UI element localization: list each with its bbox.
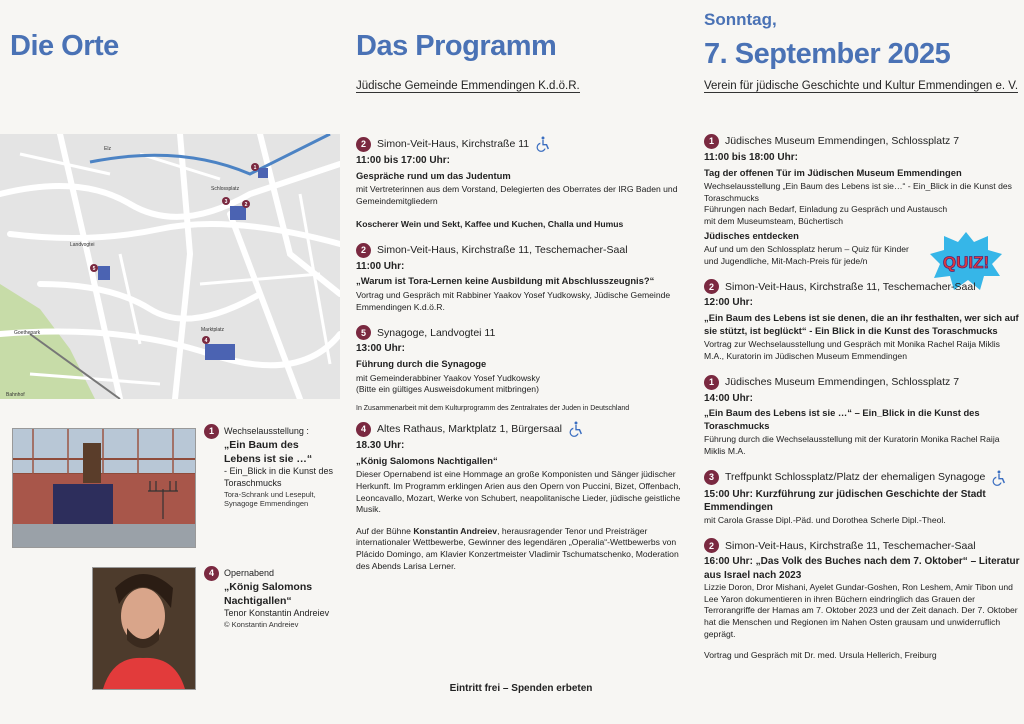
location-number: 2	[356, 137, 371, 152]
map-label-bahnhof: Bahnhof	[6, 392, 25, 398]
event-place: Simon-Veit-Haus, Kirchstraße 11, Teschemacher-Saal	[725, 280, 976, 293]
event-description: mit Carola Grasse Dipl.-Päd. und Dorothea Scherle Dipl.-Theol.	[704, 514, 946, 525]
performer-name: Konstantin Andreiev	[413, 525, 498, 536]
caption-credit: © Konstantin Andreiev	[224, 619, 299, 629]
event-time: 12:00 Uhr:	[704, 297, 753, 309]
map-label-schlossplatz: Schlossplatz	[211, 186, 240, 192]
event-description: Führung durch die Wechselausstellung mit der Kuratorin Monika Rachel Raija Miklis M.A.	[704, 434, 1000, 456]
cooperation-note: In Zusammenarbeit mit dem Kulturprogramm des Zentralrates der Juden in Deutschland	[356, 404, 630, 412]
event-2	[356, 243, 686, 313]
event-description: Dieser Opernabend ist eine Hommage an große Komponisten und Sänger jüdischer Herkunft. Im Programm erklingen Arien aus den Opern von Puccini, Bizet, Offenbach, Leoncavallo, Mozart, Werke von Schubert, neapolitanische Lieder, jüdische geistliche Musik.	[356, 469, 681, 515]
location-number: 3	[704, 470, 719, 485]
event-place: Simon-Veit-Haus, Kirchstraße 11, Teschemacher-Saal	[377, 244, 628, 257]
event-performers	[356, 526, 686, 572]
map-marker-5: 5	[92, 266, 96, 272]
performers-text-b: , herausragender Tenor und Preisträger internationaler Wettbewerbe, Gewinner des legendären „Operalia“-Wettbewerbs von Plácido Domingo, am Klavier Konzertmeister Vladimir Tschumatschenko, Moderation des Abends Larisa Lerner.	[356, 525, 679, 571]
tenor-caption	[204, 566, 334, 630]
map-label-landvogtei: Landvogtei	[70, 242, 95, 248]
event-description-2: Führungen nach Bedarf, Einladung zu Gespräch und Austausch mit dem Museumsteam, Büchertisch	[704, 204, 948, 226]
location-number: 1	[704, 375, 719, 390]
performers-text-a: Auf der Bühne	[356, 525, 414, 536]
event-4	[704, 470, 1020, 527]
event-title: „König Salomons Nachtigallen“	[356, 454, 498, 466]
caption-title: „König Salomons Nachtigallen“	[224, 581, 313, 607]
location-number: 4	[356, 422, 371, 437]
museum-events	[704, 134, 1020, 674]
event-description: Wechselausstellung „Ein Baum des Lebens ist sie…“ - Ein_Blick in die Kunst des Toraschmucks	[704, 181, 1012, 203]
town-map	[0, 134, 340, 399]
map-marker-4: 4	[204, 338, 208, 344]
caption-intro: Opernabend	[224, 567, 275, 578]
map-marker-1: 1	[253, 165, 257, 171]
event-speaker: Vortrag und Gespräch mit Dr. med. Ursula Hellerich, Freiburg	[704, 650, 937, 661]
places-title: Die Orte	[10, 30, 119, 62]
organizer-subtitle: Verein für jüdische Geschichte und Kultur Emmendingen e. V.	[704, 80, 1019, 92]
date-title: 7. September 2025	[704, 38, 951, 70]
event-1	[356, 136, 686, 231]
program-title: Das Programm	[356, 30, 557, 62]
location-number: 2	[704, 279, 719, 294]
left-column	[0, 0, 340, 724]
event-note-id: (Bitte ein gültiges Ausweisdokument mitbringen)	[356, 384, 539, 395]
program-subtitle: Jüdische Gemeinde Emmendingen K.d.ö.R.	[356, 80, 580, 92]
event-title: Gespräche rund um das Judentum	[356, 169, 511, 181]
event-description: mit Vertreterinnen aus dem Vorstand, Delegierten des Oberrates der IRG Baden und Gemeindemitgliedern	[356, 184, 678, 206]
event-title: „Warum ist Tora-Lernen keine Ausbildung mit Abschlusszeugnis?“	[356, 275, 655, 287]
quiz-label: QUIZ!	[942, 253, 990, 272]
caption-title: „Ein Baum des Lebens ist sie …“	[224, 439, 313, 465]
caption-subtitle: - Ein_Blick in die Kunst des Toraschmucks	[224, 466, 334, 488]
wheelchair-icon	[568, 421, 584, 437]
day-label: Sonntag,	[704, 10, 777, 29]
event-description: Vortrag zur Wechselausstellung und Gespräch mit Monika Rachel Raija Miklis M.A., Kuratorin im Jüdischen Museum Emmendingen	[704, 339, 1000, 361]
location-number: 2	[704, 538, 719, 553]
map-label-goethepark: Goethepark	[14, 330, 41, 336]
event-title: „Ein Baum des Lebens ist sie …“ – Ein_Blick in die Kunst des Toraschmucks	[704, 407, 980, 431]
location-number: 1	[704, 134, 719, 149]
right-column	[704, 0, 1020, 724]
map-marker-3: 3	[224, 199, 228, 205]
event-place: Altes Rathaus, Marktplatz 1, Bürgersaal	[377, 423, 563, 436]
event-time: 11:00 bis 18:00 Uhr:	[704, 152, 798, 163]
event-place: Jüdisches Museum Emmendingen, Schlossplatz 7	[725, 135, 960, 148]
middle-column	[356, 0, 686, 724]
wheelchair-icon	[535, 136, 551, 152]
event-title: Tag der offenen Tür im Jüdischen Museum Emmendingen	[704, 166, 962, 178]
program-events	[356, 136, 686, 584]
synagogue-caption	[204, 424, 334, 509]
caption-number: 1	[204, 424, 219, 439]
caption-credit: Tora-Schrank und Lesepult, Synagoge Emmendingen	[224, 489, 316, 509]
event-time: 11:00 Uhr:	[356, 260, 405, 272]
tenor-photo	[92, 567, 196, 690]
caption-number: 4	[204, 566, 219, 581]
location-number: 2	[356, 243, 371, 258]
event-time: 13:00 Uhr:	[356, 343, 405, 355]
event-2	[704, 279, 1020, 362]
event-description: Vortrag und Gespräch mit Rabbiner Yaakov Yosef Yudkowsky, Jüdische Gemeinde Emmendingen K.d.ö.R.	[356, 290, 671, 312]
map-label-marktplatz: Marktplatz	[201, 327, 225, 333]
map-marker-2: 2	[244, 202, 248, 208]
event-4	[356, 421, 686, 572]
event-place: Treffpunkt Schlossplatz/Platz der ehemaligen Synagoge	[725, 471, 986, 484]
event-description: Lizzie Doron, Dror Mishani, Ayelet Gundar-Goshen, Ron Leshem, Amir Tibon und Lee Yaron dokumentieren in ihren Büchern eindringlich das Grauen der Terrorangriffe der Hamas am 7. Oktober 2023 und der Zeit danach. Der 7. Oktober hat die Menschen und Regionen im Nahen Osten grausam und unwiderruflich geprägt.	[704, 582, 1018, 639]
event-time: 16:00 Uhr: „Das Volk des Buches nach dem 7. Oktober“ – Literatur aus Israel nach 2023	[704, 556, 1020, 581]
event-place: Synagoge, Landvogtei 11	[377, 326, 496, 339]
event-title: Führung durch die Synagoge	[356, 357, 487, 369]
event-place: Jüdisches Museum Emmendingen, Schlossplatz 7	[725, 375, 960, 388]
event-place: Simon-Veit-Haus, Kirchstraße 11	[377, 137, 530, 150]
map-label-elz: Elz	[104, 146, 111, 152]
synagogue-photo	[12, 428, 196, 548]
event-3	[704, 375, 1020, 458]
event-subtitle: Jüdisches entdecken	[704, 229, 799, 241]
event-1	[704, 134, 1020, 267]
admission-note: Eintritt frei – Spenden erbeten	[449, 683, 593, 694]
event-time: 11:00 bis 17:00 Uhr:	[356, 155, 450, 166]
event-description-3: Auf und um den Schlossplatz herum – Quiz für Kinder und Jugendliche, Mit-Mach-Preis für jede/n	[704, 244, 909, 266]
event-description: mit Gemeinderabbiner Yaakov Yosef Yudkowsky	[356, 372, 540, 383]
event-3	[356, 325, 686, 395]
event-title: „Ein Baum des Lebens ist sie denen, die an ihr festhalten, wer sich auf sie stützt, ist beglückt“ - Ein Blick in die Kunst des Toraschmucks	[704, 311, 1019, 336]
location-number: 5	[356, 325, 371, 340]
event-5	[704, 538, 1020, 662]
event-catering: Koscherer Wein und Sekt, Kaffee und Kuchen, Challa und Humus	[356, 219, 624, 230]
caption-intro: Wechselausstellung :	[224, 425, 309, 436]
event-time: 14:00 Uhr:	[704, 392, 753, 404]
event-place: Simon-Veit-Haus, Kirchstraße 11, Teschemacher-Saal	[725, 539, 976, 552]
caption-subtitle: Tenor Konstantin Andreiev	[224, 608, 330, 619]
wheelchair-icon	[991, 470, 1007, 486]
event-time: 15:00 Uhr: Kurzführung zur jüdischen Geschichte der Stadt Emmendingen	[704, 488, 986, 514]
event-time: 18.30 Uhr:	[356, 440, 405, 452]
